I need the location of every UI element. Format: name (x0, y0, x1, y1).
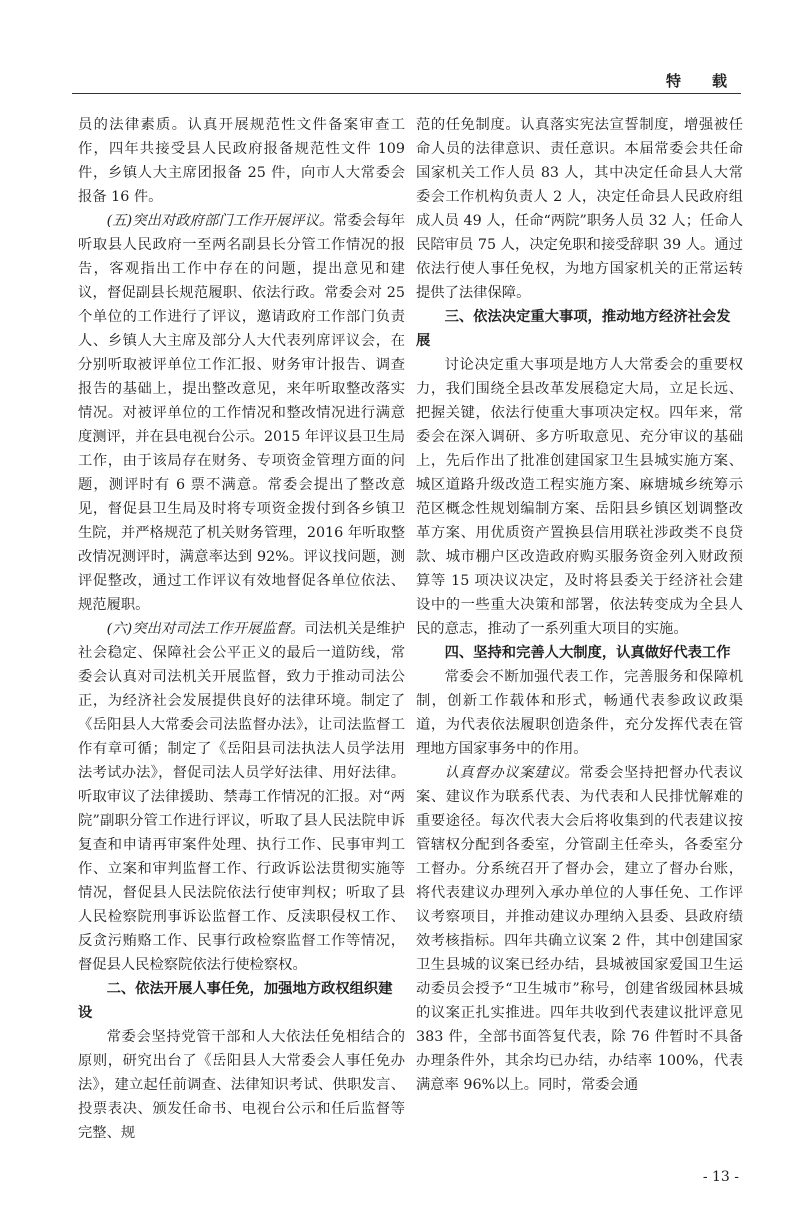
section-heading: 四、坚持和完善人大制度，认真做好代表工作 (444, 645, 731, 661)
header-divider (72, 93, 741, 94)
section-heading: 二、依法开展人事任免，加强地方政权组织建设 (78, 981, 393, 1021)
paragraph: 常委会不断加强代表工作，完善服务和保障机制，创新工作载体和形式，畅通代表参政议政渠道，为代表依法履职创造条件，充分发挥代表在管理地方国家事务中的作用。 (416, 669, 743, 757)
paragraph (78, 209, 405, 617)
two-column-body (78, 113, 743, 1145)
run-in-heading: 认真督办议案建议。 (444, 765, 580, 781)
right-column (416, 113, 743, 1097)
paragraph: 讨论决定重大事项是地方人大常委会的重要权力，我们围绕全县改革发展稳定大局，立足长远、把握关键，依法行使重大事项决定权。四年来，常委会在深入调研、多方听取意见、充分审议的基础上，先后作出了批准创建国家卫生县城实施方案、城区道路升级改造工程实施方案、麻塘城乡统筹示范区概念性规划编制方案、岳阳县乡镇区划调整改革方案、用优质资产置换县信用联社涉政类不良贷款、城市棚户区改造政府购买服务资金列入财政预算等 15 项决议决定，及时将县委关于经济社会建设中的一些重大决策和部署，依法转变成为全县人民的意志，推动了一系列重大项目的实施。 (416, 357, 743, 637)
run-in-heading: (六)突出对司法工作开展监督。 (106, 621, 305, 637)
page-number: - 13 - (702, 1169, 739, 1185)
paragraph-text: 常委会每年听取县人民政府一至两名副县长分管工作情况的报告，客观指出工作中存在的问题，提出意见和建议，督促副县长规范履职、依法行政。常委会对 25 个单位的工作进行了评议，邀请政府工作部门负责人、乡镇人大主席及部分人大代表列席评议会，在分别听取被评单位工作汇报、财务审计报告、调查报告的基础上，提出整改意见，来年听取整改落实情况。对被评单位的工作情况和整改情况进行满意度测评，并在县电视台公示。2015 年评议县卫生局工作，由于该局存在财务、专项资金管理方面的问题，测评时有 6 票不满意。常委会提出了整改意见，督促县卫生局及时将专项资金拨付到各乡镇卫生院，并严格规范了机关财务管理，2016 年听取整改情况测评时，满意率达到 92%。评议找问题，测评促整改，通过工作评议有效地督促各单位依法、规范履职。 (78, 213, 405, 613)
paragraph-text: 司法机关是维护社会稳定、保障社会公平正义的最后一道防线，常委会认真对司法机关开展监督，致力于推动司法公正，为经济社会发展提供良好的法律环境。制定了《岳阳县人大常委会司法监督办法》，让司法监督工作有章可循；制定了《岳阳县司法执法人员学法用法考试办法》，督促司法人员学好法律、用好法律。听取审议了法律援助、禁毒工作情况的汇报。对“两院”副职分管工作进行评议，听取了县人民法院申诉复查和申请再审案件处理、执行工作、民事审判工作、立案和审判监督工作、行政诉讼法贯彻实施等情况，督促县人民法院依法行使审判权；听取了县人民检察院刑事诉讼监督工作、反渎职侵权工作、反贪污贿赂工作、民事行政检察监督工作等情况，督促县人民检察院依法行使检察权。 (78, 621, 405, 973)
paragraph: 常委会坚持党管干部和人大依法任免相结合的原则，研究出台了《岳阳县人大常委会人事任免办法》，建立起任前调查、法律知识考试、供职发言、投票表决、颁发任命书、电视台公示和任后监督等完整、规 (78, 1029, 405, 1141)
paragraph: 范的任免制度。认真落实宪法宣誓制度，增强被任命人员的法律意识、责任意识。本届常委会共任命国家机关工作人员 83 人，其中决定任命县人大常委会工作机构负责人 2 人，决定任命县人民政府组成人员 49 人，任命“两院”职务人员 32 人；任命人民陪审员 75 人，决定免职和接受辞职 39 人。通过依法行使人事任免权，为地方国家机关的正常运转提供了法律保障。 (416, 117, 743, 301)
paragraph (78, 617, 405, 977)
section-heading: 三、依法决定重大事项，推动地方经济社会发展 (416, 309, 731, 349)
paragraph (416, 761, 743, 1097)
running-header-section-title: 特 载 (665, 72, 735, 90)
run-in-heading: (五)突出对政府部门工作开展评议。 (106, 213, 334, 229)
left-column (78, 113, 405, 1145)
paragraph-text: 常委会坚持把督办代表议案、建议作为联系代表、为代表和人民排忧解难的重要途径。每次代表大会后将收集到的代表建议按管辖权分配到各委室，分管副主任牵头，各委室分工督办。分系统召开了督办会，建立了督办台账，将代表建议办理列入承办单位的人事任免、工作评议考察项目，并推动建议办理纳入县委、县政府绩效考核指标。四年共确立议案 2 件，其中创建国家卫生县城的议案已经办结，县城被国家爱国卫生运动委员会授予“卫生城市”称号，创建省级园林县城的议案正扎实推进。四年共收到代表建议批评意见 383 件，全部书面答复代表，除 76 件暂时不具备办理条件外，其余均已办结，办结率 100%，代表满意率 96%以上。同时，常委会通 (416, 765, 743, 1093)
paragraph: 员的法律素质。认真开展规范性文件备案审查工作，四年共接受县人民政府报备规范性文件 109 件，乡镇人大主席团报备 25 件，向市人大常委会报备 16 件。 (78, 117, 405, 205)
